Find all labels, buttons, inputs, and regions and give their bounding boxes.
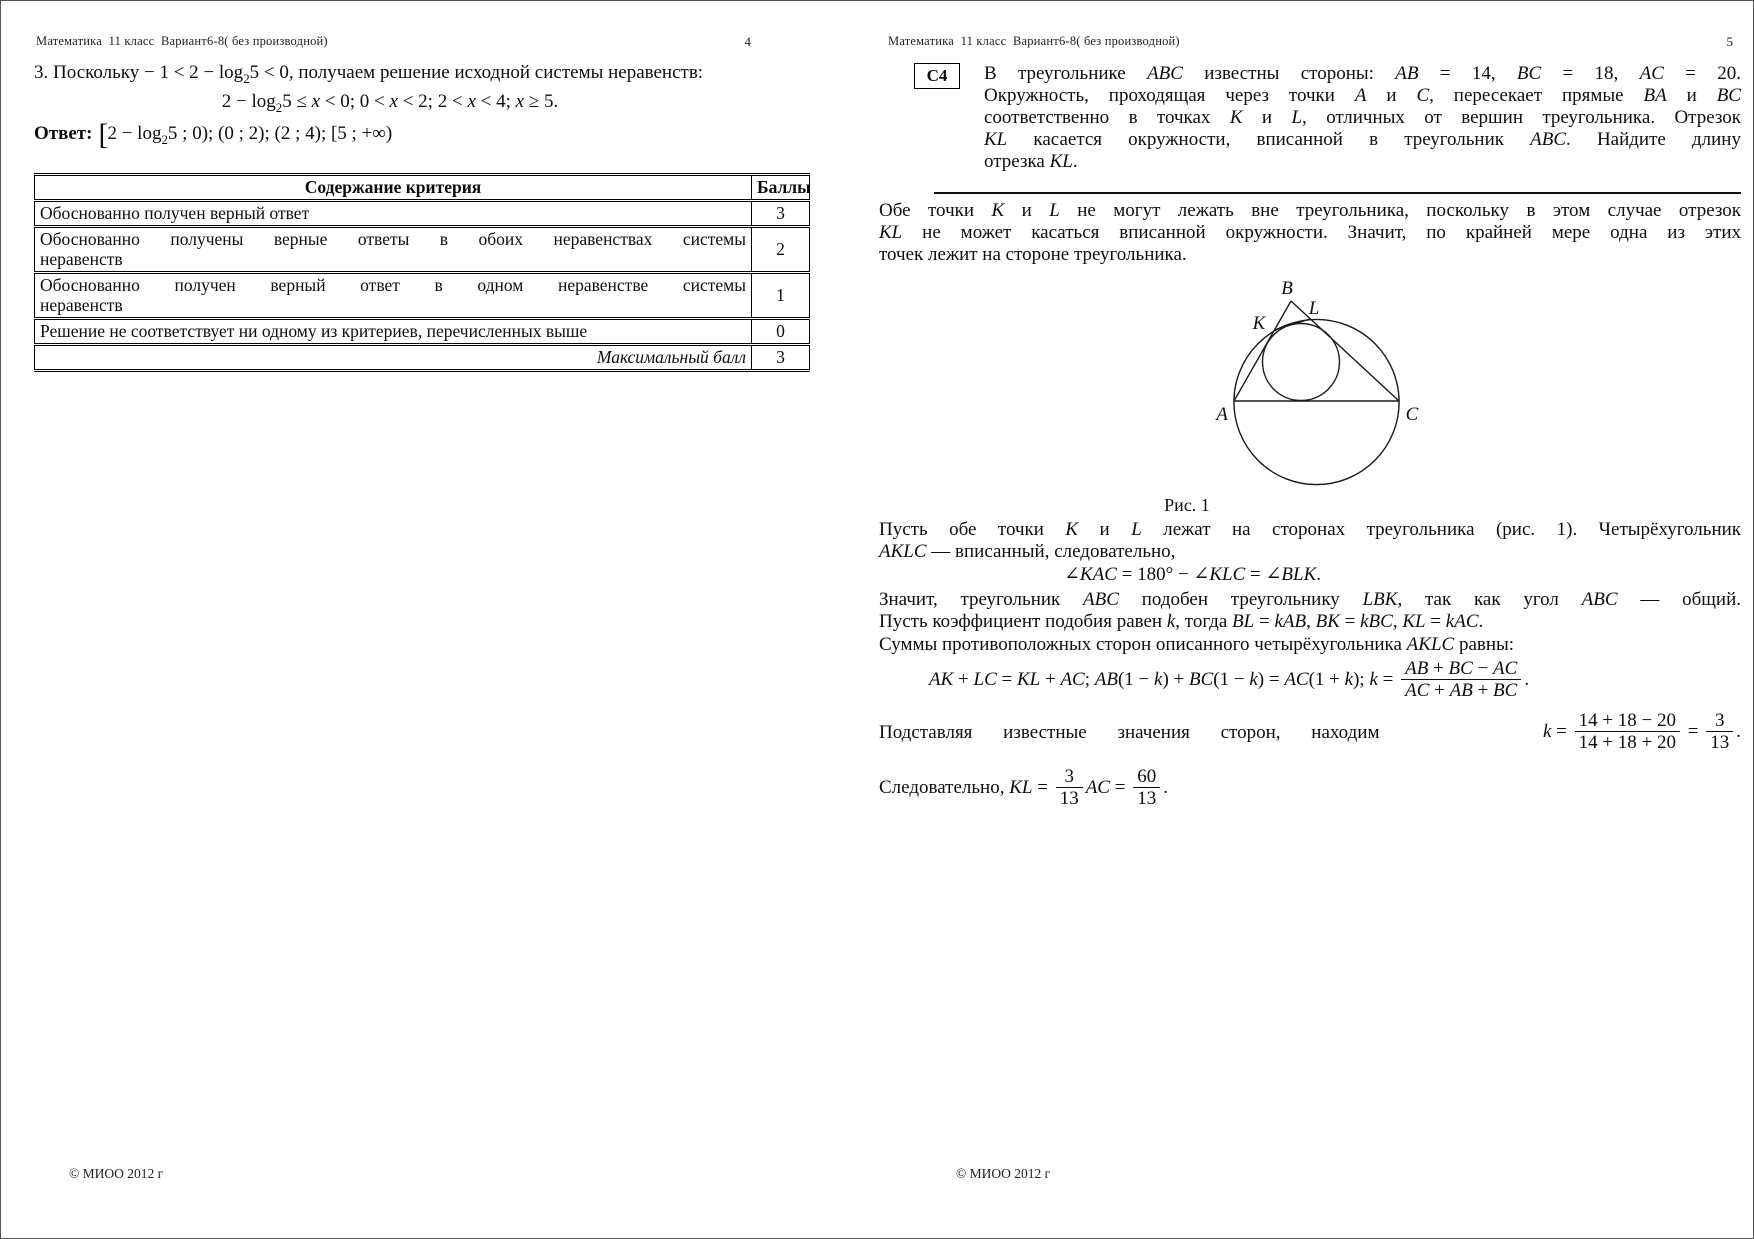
points-cell: 2 — [752, 227, 810, 273]
c4-statement-line: KL касается окружности, вписанной в треугольник ABC. Найдите длину — [984, 129, 1741, 150]
vertex-label-b: B — [1281, 278, 1293, 299]
solution-line: Пусть обе точки K и L лежат на сторонах треугольника (рис. 1). Четырёхугольник — [879, 519, 1742, 540]
page-number: 5 — [1726, 34, 1733, 49]
c4-label-box: С4 — [914, 63, 960, 89]
c4-statement — [984, 63, 1741, 173]
angle-formula: ∠KAC = 180° − ∠KLC = ∠BLK. — [1064, 564, 1321, 585]
solution-paragraph-4: Суммы противоположных сторон описанного четырёхугольника AKLC равны: — [879, 634, 1515, 655]
criterion-cell — [35, 273, 752, 319]
criterion-cell — [35, 227, 752, 273]
criteria-row-4 — [35, 319, 810, 345]
solution-paragraph-3 — [879, 589, 1741, 633]
criteria-row-3 — [35, 273, 810, 319]
triangle-figure — [1081, 254, 1501, 494]
problem3-intro: 3. Поскольку − $1 < 2 - \log_25 < 0$, получаем решение исходной системы неравенств: — [34, 62, 704, 86]
tangent-quadrilateral-formula: AK + LC = KL + AC; AB(1 − k) + BC(1 − k) = AC(1 + k); k = $\frac{AB + BC - AC}{AC + AB + BC}$ . — [929, 658, 1530, 702]
criterion-text: Обоснованно получен верный ответ в одном неравенстве системы — [40, 275, 746, 295]
criterion-text: Обоснованно получены верные ответы в обоих неравенствах системы — [40, 229, 746, 249]
header-course: Математика 11 класс Вариант — [36, 34, 207, 48]
criteria-table — [34, 173, 810, 372]
max-score-label-cell: Максимальный балл — [35, 345, 752, 371]
solution-line: точек лежит на стороне треугольника. — [879, 244, 1187, 265]
criterion-cell — [35, 201, 752, 227]
footer-copyright: © МИОО 2012 г — [69, 1166, 164, 1181]
point-label-l: L — [1308, 298, 1320, 319]
criterion-cell — [35, 319, 752, 345]
points-cell: 0 — [752, 319, 810, 345]
vertex-label-c: C — [1405, 404, 1419, 425]
solution-line: Обе точки K и L не могут лежать вне треугольника, поскольку в этом случае отрезок — [879, 200, 1742, 221]
criterion-text: неравенств — [40, 249, 123, 269]
criterion-text: неравенств — [40, 295, 123, 315]
points-cell: 3 — [752, 345, 810, 371]
footer-copyright: © МИОО 2012 г — [956, 1166, 1051, 1181]
substitution-formula: k = $\frac{14 + 18 - 20}{14 + 18 + 20}$ = $\frac{3}{13}$ . — [1542, 710, 1741, 754]
criteria-row-max — [35, 345, 810, 371]
solution-line: KL не может касаться вписанной окружности. Значит, по крайней мере одна из этих — [879, 222, 1741, 243]
criterion-text: Решение не соответствует ни одному из критериев, перечисленных выше — [40, 321, 588, 341]
criteria-header-cell: Содержание критерия — [35, 175, 752, 201]
criterion-text: Обоснованно получен верный ответ — [40, 203, 310, 223]
points-cell: 3 — [752, 201, 810, 227]
problem3-solution-sets: $2 - \log_25 \le x < 0$; 0 < x < 2; 2 < x < 4; x ≥ 5. — [221, 91, 559, 115]
vertex-label-a: A — [1216, 404, 1228, 425]
criteria-header-row — [35, 175, 810, 201]
circumcircle — [1234, 319, 1399, 484]
substitution-text: Подставляя известные значения сторон, находим — [879, 721, 1380, 743]
solution-line: Пусть коэффициент подобия равен k, тогда BL = kAB, BK = kBC, KL = kAC. — [879, 611, 1484, 632]
c4-statement-line: В треугольнике ABC известны стороны: AB = 14, BC = 18, AC = 20. — [984, 63, 1742, 84]
criteria-row-1 — [35, 201, 810, 227]
answer-label: Ответ: — [34, 123, 93, 144]
criteria-row-2 — [35, 227, 810, 273]
points-header-cell: Баллы — [752, 175, 810, 201]
answer-value: [$2 - \log_25$ ; 0); (0 ; 2); (2 ; 4); [5 ; +∞) — [98, 118, 393, 151]
solution-line: Значит, треугольник ABC подобен треугольнику LBK, так как угол ABC — общий. — [879, 589, 1741, 610]
points-cell: 1 — [752, 273, 810, 319]
problem-solution-divider — [934, 192, 1741, 194]
c4-statement-line: отрезка KL. — [984, 151, 1078, 172]
page-number: 4 — [744, 34, 751, 49]
c4-statement-line: Окружность, проходящая через точки A и C, пересекает прямые BA и BC — [984, 85, 1741, 106]
header-variant: 6-8( без производной) — [207, 34, 328, 48]
solution-paragraph-2 — [879, 519, 1741, 563]
substitution-paragraph — [879, 711, 1741, 755]
answer-line — [34, 118, 746, 151]
c4-statement-line: соответственно в точках K и L, отличных от вершин треугольника. Отрезок — [984, 107, 1741, 128]
solution-line: AKLC — вписанный, следовательно, — [879, 541, 1176, 562]
header-course: Математика 11 класс Вариант — [888, 34, 1059, 48]
side-bc — [1291, 301, 1399, 401]
point-label-k: K — [1252, 313, 1266, 334]
conclusion-formula: Следовательно, KL = $\frac{3}{13}$ AC = $\frac{60}{13}$ . — [879, 766, 1168, 810]
header-variant: 6-8( без производной) — [1059, 34, 1180, 48]
figure-caption: Рис. 1 — [1164, 495, 1210, 515]
